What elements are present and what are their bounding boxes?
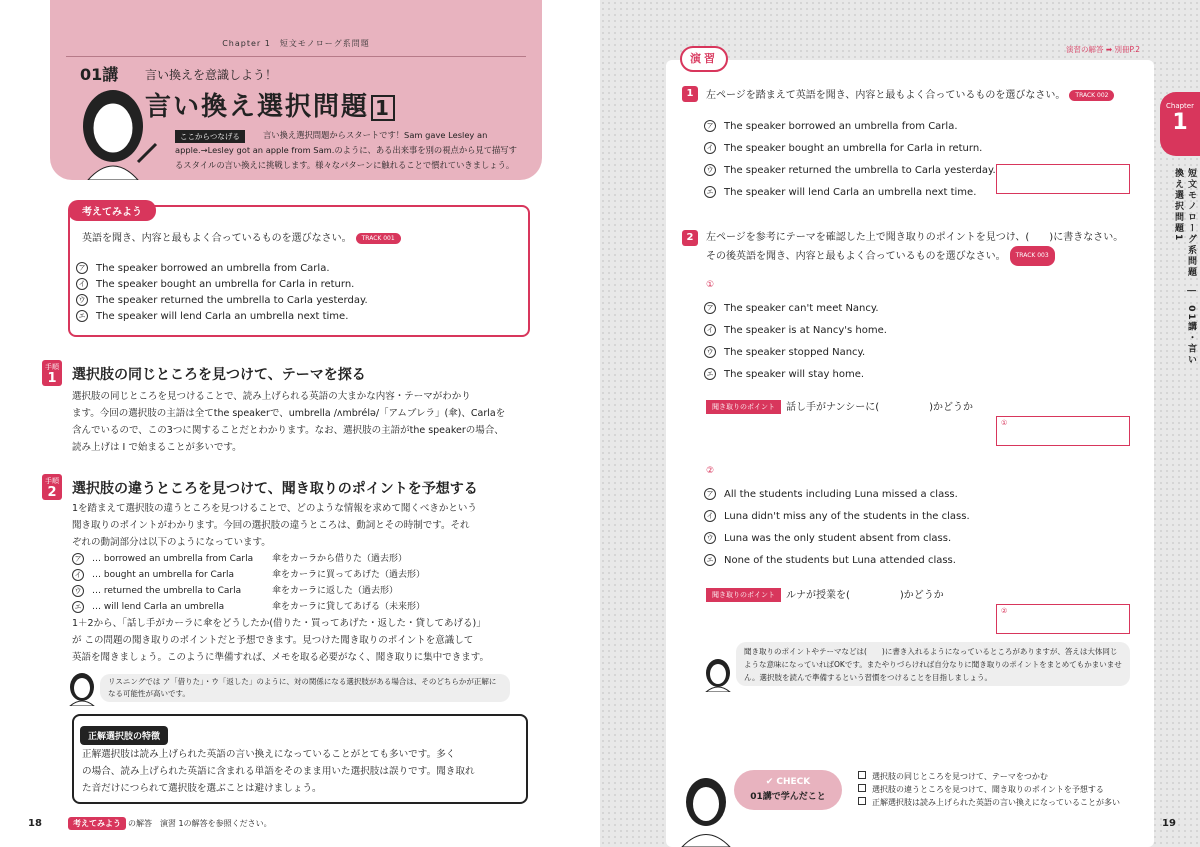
check-bubble xyxy=(734,770,842,810)
option-mark: ア xyxy=(704,120,716,132)
option-text: All the students including Luna missed a class. xyxy=(724,489,958,500)
step1-body xyxy=(72,388,522,456)
step2-after-line: 1＋2から、「話し手がカーラに傘をどうしたか(借りた・買ってあげた・返した・貸してあげる)」 xyxy=(72,618,486,629)
q2-part1-label: ① xyxy=(706,280,715,290)
verb-row xyxy=(72,583,522,599)
verb-jp: 傘をカーラに返した（過去形） xyxy=(272,586,399,596)
point-tag: 聞き取りのポイント xyxy=(706,588,781,602)
option-a[interactable] xyxy=(704,484,970,506)
track-002-icon[interactable]: TRACK 002 xyxy=(1069,90,1114,101)
note-line: た音だけにつられて選択肢を選ぶことは避けましょう。 xyxy=(82,783,322,794)
option-mark: イ xyxy=(76,278,88,290)
q2-part1-point: 話し手がナンシーに( )かどうか xyxy=(786,402,974,413)
check-subtitle: 01講で学んだこと xyxy=(750,792,826,802)
option-b[interactable] xyxy=(704,320,887,342)
option-d[interactable] xyxy=(76,309,368,325)
verb-jp: 傘をカーラから借りた（過去形） xyxy=(272,554,408,564)
verb-en: … returned the umbrella to Carla xyxy=(92,586,242,596)
step2-line: ぞれの動詞部分は以下のようになっています。 xyxy=(72,537,271,548)
lesson-header xyxy=(50,0,542,180)
step1-line: 選択肢の同じところを見つけることで、読み上げられる英語の大まかな内容・テーマがわかり xyxy=(72,391,471,402)
checkbox-icon[interactable] xyxy=(858,771,866,779)
option-a[interactable] xyxy=(704,116,996,138)
option-b[interactable] xyxy=(76,277,368,293)
track-001-icon[interactable]: TRACK 001 xyxy=(356,233,401,244)
side-vertical-title: 短文モノローグ系問題 | 01講・言い換え選択問題1 xyxy=(1173,168,1196,366)
step1-line: 読み上げは I で始まることが多いです。 xyxy=(72,442,242,453)
verb-mark: ア xyxy=(72,553,84,565)
option-mark: エ xyxy=(76,310,88,322)
verb-mark: ウ xyxy=(72,585,84,597)
step2-line: 聞き取りのポイントがわかります。今回の選択肢の違うところは、動詞とその時制です。それ xyxy=(72,520,470,531)
option-d[interactable] xyxy=(704,364,887,386)
check-item[interactable] xyxy=(858,796,1120,809)
footer-text: の解答 演習 1の解答を参照ください。 xyxy=(128,819,272,828)
option-mark: ア xyxy=(704,488,716,500)
step-number: 2 xyxy=(47,485,57,500)
option-text: Luna was the only student absent from class. xyxy=(724,533,952,544)
option-mark: イ xyxy=(704,142,716,154)
chapter-label: Chapter 1 短文モノローグ系問題 xyxy=(222,39,370,48)
note-line: 正解選択肢は読み上げられた英語の言い換えになっていることがとても多いです。多く xyxy=(82,749,456,760)
lesson-title xyxy=(145,86,395,123)
point-tag: 聞き取りのポイント xyxy=(706,400,781,414)
answer-feature-label: 正解選択肢の特徴 xyxy=(80,726,168,745)
exercise-badge: 演習 xyxy=(680,46,728,72)
verb-mark: エ xyxy=(72,601,84,613)
option-text: The speaker is at Nancy's home. xyxy=(724,325,887,336)
check-item[interactable] xyxy=(858,770,1120,783)
q2-part2-point: ルナが授業を( )かどうか xyxy=(786,590,944,601)
q1-answer-box[interactable] xyxy=(996,164,1130,194)
lesson-title-number: 1 xyxy=(371,95,395,121)
option-d[interactable] xyxy=(704,550,970,572)
option-d[interactable] xyxy=(704,182,996,204)
intro-text: 言い換え選択問題からスタートです！Sam gave Lesley an apple.→Lesley got an apple from Sam.のように、ある出来事を別の視点から見て描写するスタイルの言い換えに挑戦します。様々なパターンに触れることで慣れていきましょう。 xyxy=(175,130,517,170)
step2-line: 1を踏まえて選択肢の違うところを見つけることで、どのような情報を求めて聞くべきかという xyxy=(72,503,477,514)
option-text: The speaker returned the umbrella to Carla yesterday. xyxy=(96,295,368,306)
option-text: The speaker can't meet Nancy. xyxy=(724,303,879,314)
teacher-face-icon xyxy=(704,658,732,692)
q2-question xyxy=(706,230,1146,266)
step-number: 1 xyxy=(47,371,57,386)
step1-line: 含んでいるので、この3つに関することだとわかります。なお、選択肢の主語がthe speakerの場合、 xyxy=(72,425,504,436)
verb-en: … bought an umbrella for Carla xyxy=(92,570,235,580)
q1-question xyxy=(706,86,1114,101)
q2-part1-options xyxy=(704,298,887,386)
check-item-text: 選択肢の違うところを見つけて、聞き取りのポイントを予想する xyxy=(872,785,1104,794)
option-mark: ア xyxy=(704,302,716,314)
q2-part2-label: ② xyxy=(706,466,715,476)
tip-bubble-right: 聞き取りのポイントやテーマなどは( )に書き入れるようになっているところがありますが、答えは大体同じような意味になっていればOKです。またやりづらければ自分なりに聞き取りのポイントをまとめてもかまいません。選択肢を読んで準備するという習慣をつけることを目指しましょう。 xyxy=(736,642,1130,686)
verb-jp: 傘をカーラに貸してあげる（未来形） xyxy=(272,602,426,612)
step1-badge xyxy=(42,360,62,386)
option-a[interactable] xyxy=(704,298,887,320)
verb-en: … will lend Carla an umbrella xyxy=(92,602,225,612)
option-text: The speaker borrowed an umbrella from Carla. xyxy=(724,121,958,132)
intro-block xyxy=(50,128,542,180)
option-mark: イ xyxy=(704,324,716,336)
chapter-side-tab xyxy=(1160,92,1200,156)
q2-line2: その後英語を聞き、内容と最もよく合っているものを選びなさい。 xyxy=(706,251,1006,262)
option-text: The speaker bought an umbrella for Carla in return. xyxy=(96,279,355,290)
think-options xyxy=(76,261,368,325)
checkbox-icon[interactable] xyxy=(858,784,866,792)
checkbox-icon[interactable] xyxy=(858,797,866,805)
verb-row xyxy=(72,599,522,615)
option-text: Luna didn't miss any of the students in the class. xyxy=(724,511,970,522)
link-tag: ここからつなげる xyxy=(175,130,245,143)
option-b[interactable] xyxy=(704,138,996,160)
think-label: 考えてみよう xyxy=(68,200,156,221)
think-question-text: 英語を聞き、内容と最もよく合っているものを選びなさい。 xyxy=(82,233,352,244)
q1-options xyxy=(704,116,996,204)
verb-jp: 傘をカーラに買ってあげた（過去形） xyxy=(272,570,426,580)
option-text: The speaker will lend Carla an umbrella next time. xyxy=(724,187,977,198)
option-text: The speaker stopped Nancy. xyxy=(724,347,866,358)
tip-bubble: リスニングでは ア「借りた」・ウ「返した」のように、対の関係になる選択肢がある場合は、そのどちらかが正解になる可能性が高いです。 xyxy=(100,674,510,702)
answer-reference[interactable]: 演習の解答 ➡ 別冊P.2 xyxy=(1066,45,1141,54)
page-number-left: 18 xyxy=(28,818,42,829)
option-mark: ウ xyxy=(704,346,716,358)
lesson-number: 01講 xyxy=(80,65,119,84)
q1-text: 左ページを踏まえて英語を聞き、内容と最もよく合っているものを選びなさい。 xyxy=(706,90,1066,101)
track-003-icon[interactable]: TRACK 003 xyxy=(1010,246,1055,266)
option-c[interactable] xyxy=(704,342,887,364)
lesson-title-text: 言い換え選択問題 xyxy=(145,92,370,122)
side-chapter-number: 1 xyxy=(1172,110,1188,135)
page-number-right: 19 xyxy=(1162,818,1176,829)
step2-after-line: 英語を聞きましょう。このように準備すれば、メモを取る必要がなく、聞き取りに集中できます。 xyxy=(72,652,490,663)
step1-line: ます。今回の選択肢の主語は全てthe speakerで、umbrella /ʌmbrélə/「アムブレラ」(傘)、Carlaを xyxy=(72,408,506,419)
q2-part2-options xyxy=(704,484,970,572)
verb-row xyxy=(72,551,522,567)
verb-mark: イ xyxy=(72,569,84,581)
step-tag: 手順 xyxy=(45,363,59,371)
check-item-text: 正解選択肢は読み上げられた英語の言い換えになっていることが多い xyxy=(872,798,1120,807)
option-text: The speaker will lend Carla an umbrella next time. xyxy=(96,311,349,322)
option-mark: エ xyxy=(704,554,716,566)
option-a[interactable] xyxy=(76,261,368,277)
teacher-face-icon xyxy=(68,672,96,706)
option-mark: エ xyxy=(704,368,716,380)
think-box xyxy=(68,205,530,337)
step1-title: 選択肢の同じところを見つけて、テーマを探る xyxy=(72,367,366,383)
option-c[interactable] xyxy=(76,293,368,309)
option-c[interactable] xyxy=(704,160,996,182)
option-mark: イ xyxy=(704,510,716,522)
side-chapter-label: Chapter xyxy=(1166,102,1194,110)
q1-number: 1 xyxy=(682,86,698,102)
header-divider xyxy=(66,56,526,57)
q2-line1: 左ページを参考にテーマを確認した上で聞き取りのポイントを見つけ、( )に書きなさい。 xyxy=(706,232,1124,243)
answer-feature-body xyxy=(82,746,522,797)
option-text: The speaker returned the umbrella to Carla yesterday. xyxy=(724,165,996,176)
verb-en: … borrowed an umbrella from Carla xyxy=(92,554,254,564)
q2-number: 2 xyxy=(682,230,698,246)
teacher-illustration-icon xyxy=(676,772,736,847)
check-list xyxy=(858,770,1120,809)
check-title: ✔ CHECK xyxy=(765,777,811,787)
step2-badge xyxy=(42,474,62,500)
lesson-subtitle: 言い換えを意識しよう！ xyxy=(145,68,278,82)
footer-tag: 考えてみよう xyxy=(68,817,126,830)
q2-part2-answer-box[interactable]: ② xyxy=(996,604,1130,634)
option-mark: ア xyxy=(76,262,88,274)
option-text: The speaker borrowed an umbrella from Carla. xyxy=(96,263,330,274)
option-mark: ウ xyxy=(76,294,88,306)
option-text: The speaker bought an umbrella for Carla in return. xyxy=(724,143,983,154)
step2-title: 選択肢の違うところを見つけて、聞き取りのポイントを予想する xyxy=(72,481,478,497)
option-mark: エ xyxy=(704,186,716,198)
option-mark: ウ xyxy=(704,532,716,544)
verb-row xyxy=(72,567,522,583)
check-item[interactable] xyxy=(858,783,1120,796)
option-mark: ウ xyxy=(704,164,716,176)
step-tag: 手順 xyxy=(45,477,59,485)
option-b[interactable] xyxy=(704,506,970,528)
step2-body xyxy=(72,500,522,666)
option-text: None of the students but Luna attended class. xyxy=(724,555,956,566)
step2-after-line: が この問題の聞き取りのポイントだと予想できます。見つけた聞き取りのポイントを意識して xyxy=(72,635,474,646)
option-text: The speaker will stay home. xyxy=(724,369,865,380)
option-c[interactable] xyxy=(704,528,970,550)
q2-part1-answer-box[interactable]: ① xyxy=(996,416,1130,446)
think-question xyxy=(82,229,401,244)
check-item-text: 選択肢の同じところを見つけて、テーマをつかむ xyxy=(872,772,1048,781)
note-line: の場合、読み上げられた英語に含まれる単語をそのまま用いた選択肢は誤りです。聞き取れ xyxy=(82,766,475,777)
